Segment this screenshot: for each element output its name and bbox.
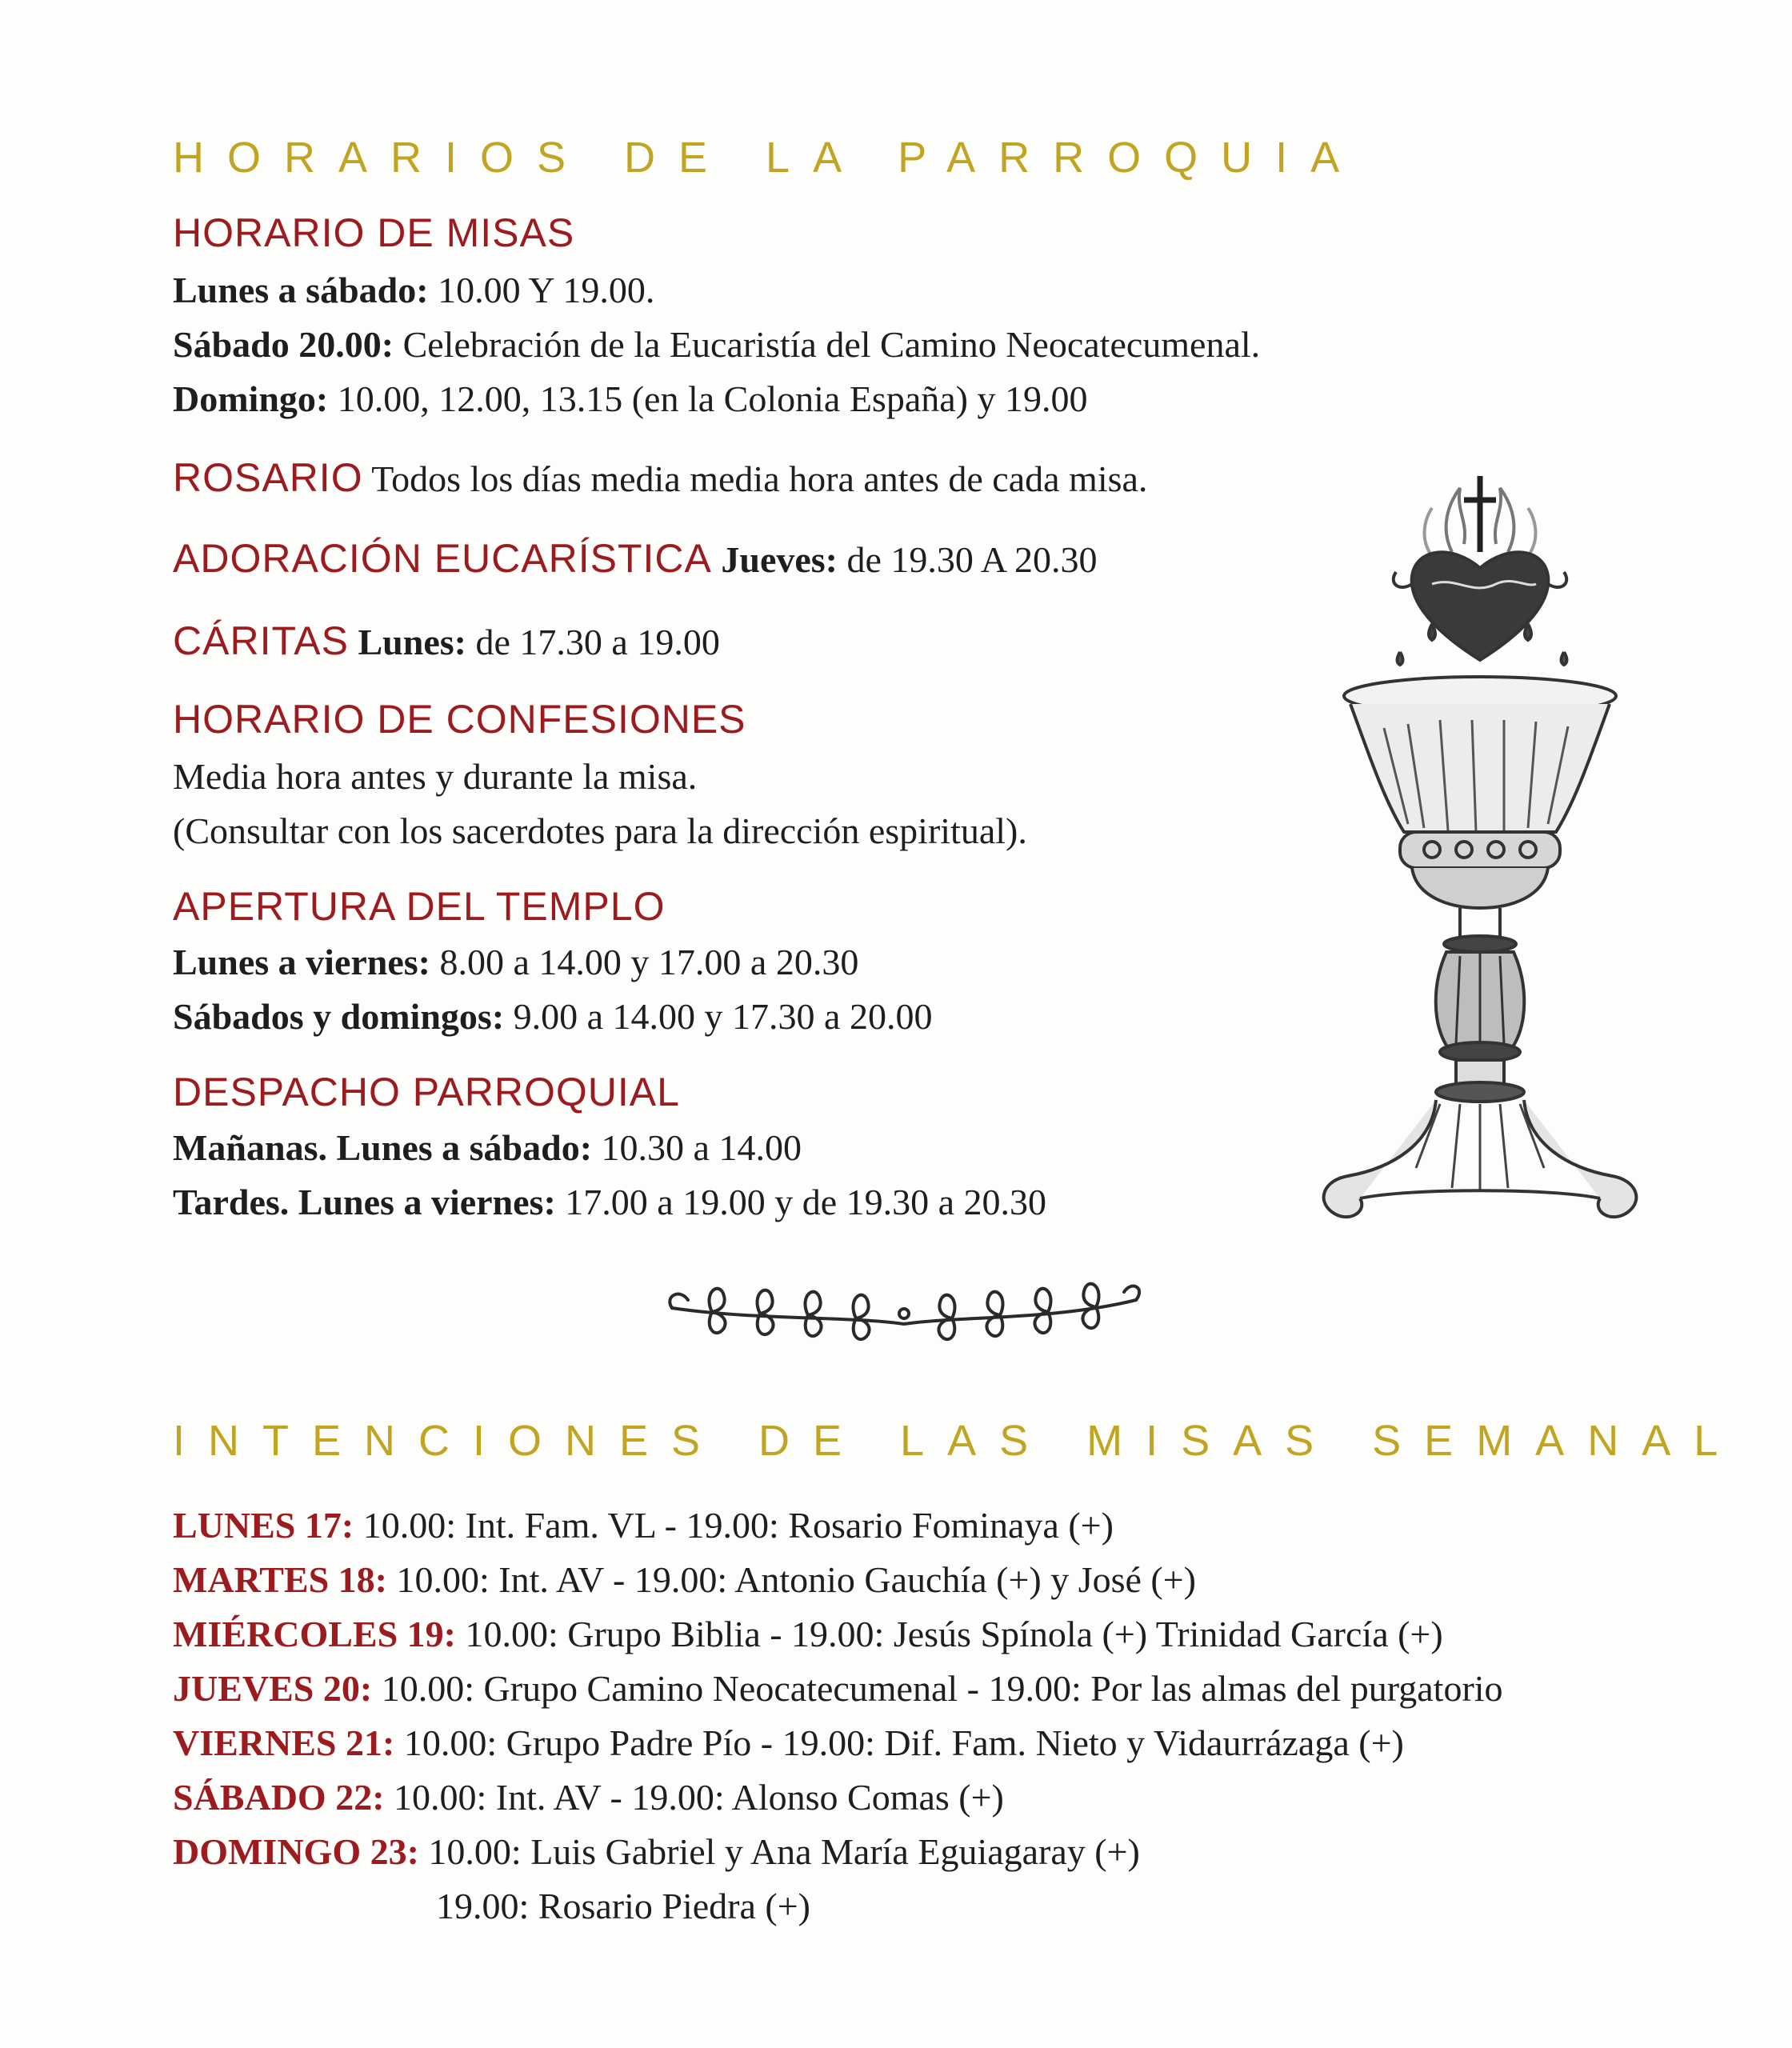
intencion-row: VIERNES 21: 10.00: Grupo Padre Pío - 19.00: Dif. Fam. Nieto y Vidaurrázaga (+) — [173, 1722, 1404, 1763]
horarios-title: HORARIOS DE LA PARROQUIA — [173, 134, 1363, 182]
despacho-heading: DESPACHO PARROQUIAL — [173, 1070, 680, 1114]
intenciones-title: INTENCIONES DE LAS MISAS SEMANAL — [173, 1417, 1742, 1465]
chalice-sacred-heart-icon — [1312, 464, 1656, 1232]
intencion-row: DOMINGO 23: 10.00: Luis Gabriel y Ana María Eguiagaray (+) — [173, 1831, 1140, 1872]
leaf-vine-ornament-icon — [656, 1264, 1152, 1360]
intencion-row: JUEVES 20: 10.00: Grupo Camino Neocatecumenal - 19.00: Por las almas del purgatorio — [173, 1668, 1503, 1709]
confesiones-line: Media hora antes y durante la misa. — [173, 756, 698, 797]
apertura-heading: APERTURA DEL TEMPLO — [173, 884, 666, 929]
despacho-row: Tardes. Lunes a viernes: 17.00 a 19.00 y de 19.30 a 20.30 — [173, 1182, 1047, 1222]
confesiones-heading: HORARIO DE CONFESIONES — [173, 697, 746, 742]
intencion-row: SÁBADO 22: 10.00: Int. AV - 19.00: Alonso Comas (+) — [173, 1777, 1004, 1818]
apertura-row: Sábados y domingos: 9.00 a 14.00 y 17.30 a 20.00 — [173, 996, 933, 1037]
intencion-row: MIÉRCOLES 19: 10.00: Grupo Biblia - 19.00: Jesús Spínola (+) Trinidad García (+) — [173, 1614, 1443, 1654]
caritas-line: CÁRITAS Lunes: de 17.30 a 19.00 — [173, 618, 720, 663]
rosario-heading: ROSARIO — [173, 455, 363, 500]
misas-row: Sábado 20.00: Celebración de la Eucaristía del Camino Neocatecumenal. — [173, 324, 1261, 365]
rosario-line: ROSARIO Todos los días media media hora antes de cada misa. — [173, 455, 1148, 500]
confesiones-line: (Consultar con los sacerdotes para la dirección espiritual). — [173, 810, 1027, 851]
misas-row: Domingo: 10.00, 12.00, 13.15 (en la Colonia España) y 19.00 — [173, 378, 1088, 419]
despacho-row: Mañanas. Lunes a sábado: 10.30 a 14.00 — [173, 1127, 802, 1168]
intencion-row: LUNES 17: 10.00: Int. Fam. VL - 19.00: Rosario Fominaya (+) — [173, 1505, 1114, 1546]
caritas-heading: CÁRITAS — [173, 618, 349, 663]
apertura-row: Lunes a viernes: 8.00 a 14.00 y 17.00 a 20.30 — [173, 942, 859, 982]
adoracion-heading: ADORACIÓN EUCARÍSTICA — [173, 536, 712, 581]
intencion-extra: 19.00: Rosario Piedra (+) — [436, 1886, 810, 1926]
misas-heading: HORARIO DE MISAS — [173, 210, 575, 255]
adoracion-line: ADORACIÓN EUCARÍSTICA Jueves: de 19.30 A 20.30 — [173, 536, 1098, 581]
misas-row: Lunes a sábado: 10.00 Y 19.00. — [173, 270, 655, 310]
intencion-row: MARTES 18: 10.00: Int. AV - 19.00: Antonio Gauchía (+) y José (+) — [173, 1559, 1197, 1600]
